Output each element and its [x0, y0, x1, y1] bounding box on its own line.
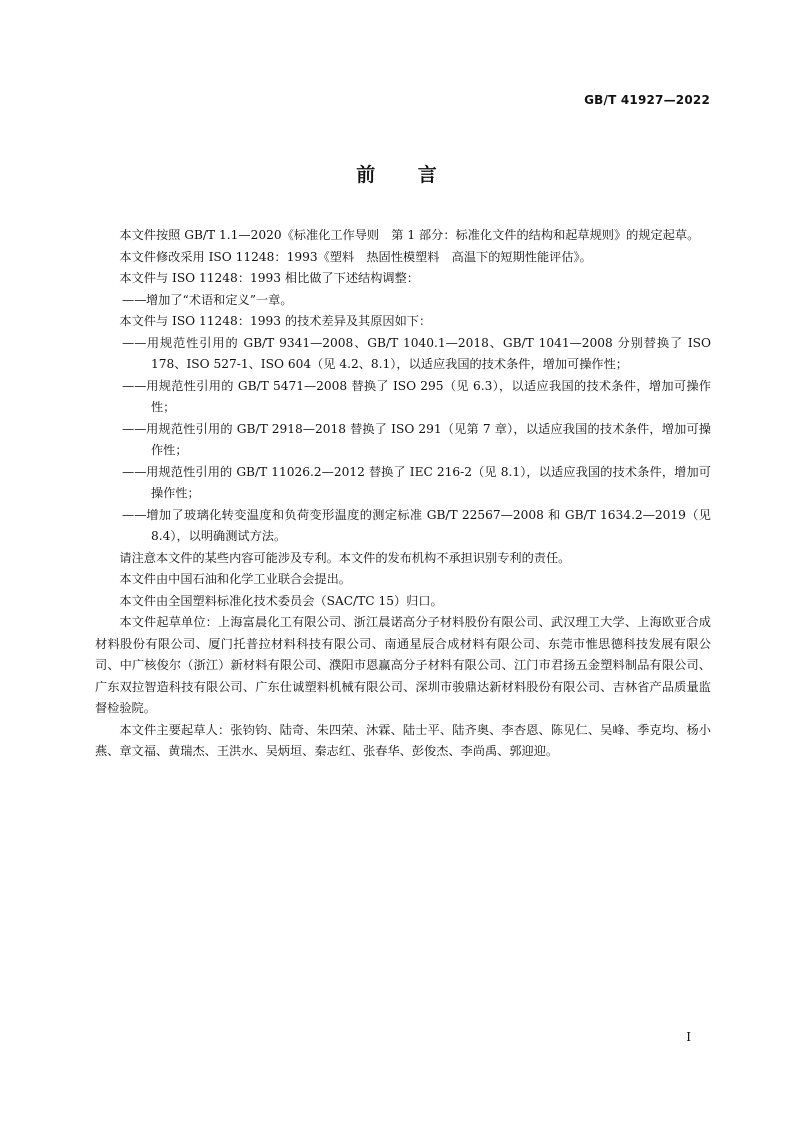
paragraph-drafting-rules: 本文件按照 GB/T 1.1—2020《标准化工作导则 第 1 部分：标准化文件的结构和起草规则》的规定起草。	[119, 228, 700, 242]
dash-marker: ——	[122, 378, 147, 393]
dash-marker: ——	[122, 421, 147, 436]
diff-item-text: 增加了玻璃化转变温度和负荷变形温度的测定标准 GB/T 22567—2008 和 GB/T 1634.2—2019（见 8.4），以明确测试方法。	[146, 507, 711, 543]
paragraph-adoption: 本文件修改采用 ISO 11248：1993《塑料 热固性模塑料 高温下的短期性能评估》。	[119, 249, 592, 264]
diff-item	[95, 333, 711, 376]
dash-marker: ——	[122, 507, 147, 522]
dash-marker: ——	[122, 464, 147, 479]
paragraph-drafting-units: 本文件起草单位：上海富晨化工有限公司、浙江晨诺高分子材料股份有限公司、武汉理工大学、上海欧亚合成材料股份有限公司、厦门托普拉材料科技有限公司、南通星辰合成材料有限公司、东莞市惟思德科技发展有限公司、中广核俊尔（浙江）新材料有限公司、濮阳市恩赢高分子材料有限公司、江门市君扬五金塑料制品有限公司、广东双拉智造科技有限公司、广东仕诚塑料机械有限公司、深圳市骏鼎达新材料股份有限公司、吉林省产品质量监督检验院。	[95, 615, 711, 715]
diff-item	[95, 462, 711, 505]
paragraph-structure-intro: 本文件与 ISO 11248：1993 相比做了下述结构调整：	[119, 271, 419, 285]
diff-item	[95, 419, 711, 462]
foreword-content	[95, 225, 711, 763]
diff-item	[95, 505, 711, 548]
standard-number: GB/T 41927—2022	[584, 93, 710, 107]
paragraph-proposer: 本文件由中国石油和化学工业联合会提出。	[119, 572, 351, 586]
paragraph-patent-notice: 请注意本文件的某些内容可能涉及专利。本文件的发布机构不承担识别专利的责任。	[119, 550, 571, 565]
diff-item-text: 用规范性引用的 GB/T 11026.2—2012 替换了 IEC 216-2（见 8.1），以适应我国的技术条件，增加可操作性；	[146, 464, 711, 500]
dash-marker: ——	[122, 335, 147, 350]
diff-item-text: 用规范性引用的 GB/T 5471—2008 替换了 ISO 295（见 6.3），以适应我国的技术条件，增加可操作性；	[146, 378, 711, 414]
structure-item-text: 增加了“术语和定义”一章。	[146, 292, 293, 307]
diff-item	[95, 376, 711, 419]
paragraph-committee: 本文件由全国塑料标准化技术委员会（SAC/TC 15）归口。	[119, 593, 443, 608]
diff-item-text: 用规范性引用的 GB/T 9341—2008、GB/T 1040.1—2018、GB/T 1041—2008 分别替换了 ISO 178、ISO 527-1、ISO 604（见 4.2、8.1），以适应我国的技术条件，增加可操作性；	[146, 335, 711, 371]
diff-item-text: 用规范性引用的 GB/T 2918—2018 替换了 ISO 291（见第 7 章），以适应我国的技术条件，增加可操作性；	[146, 421, 711, 457]
dash-marker: ——	[122, 292, 147, 307]
page-number: I	[686, 1030, 691, 1044]
page-title: 前 言	[356, 164, 438, 186]
paragraph-drafters: 本文件主要起草人：张钧钧、陆奇、朱四荣、沐霖、陆士平、陆齐奥、李杏恩、陈见仁、吴峰、季克均、杨小燕、章文福、黄瑞杰、王洪水、吴炳垣、秦志红、张春华、彭俊杰、李尚禹、郭迎迎。	[95, 722, 711, 758]
paragraph-diff-intro: 本文件与 ISO 11248：1993 的技术差异及其原因如下：	[119, 314, 432, 328]
structure-item	[95, 290, 711, 312]
